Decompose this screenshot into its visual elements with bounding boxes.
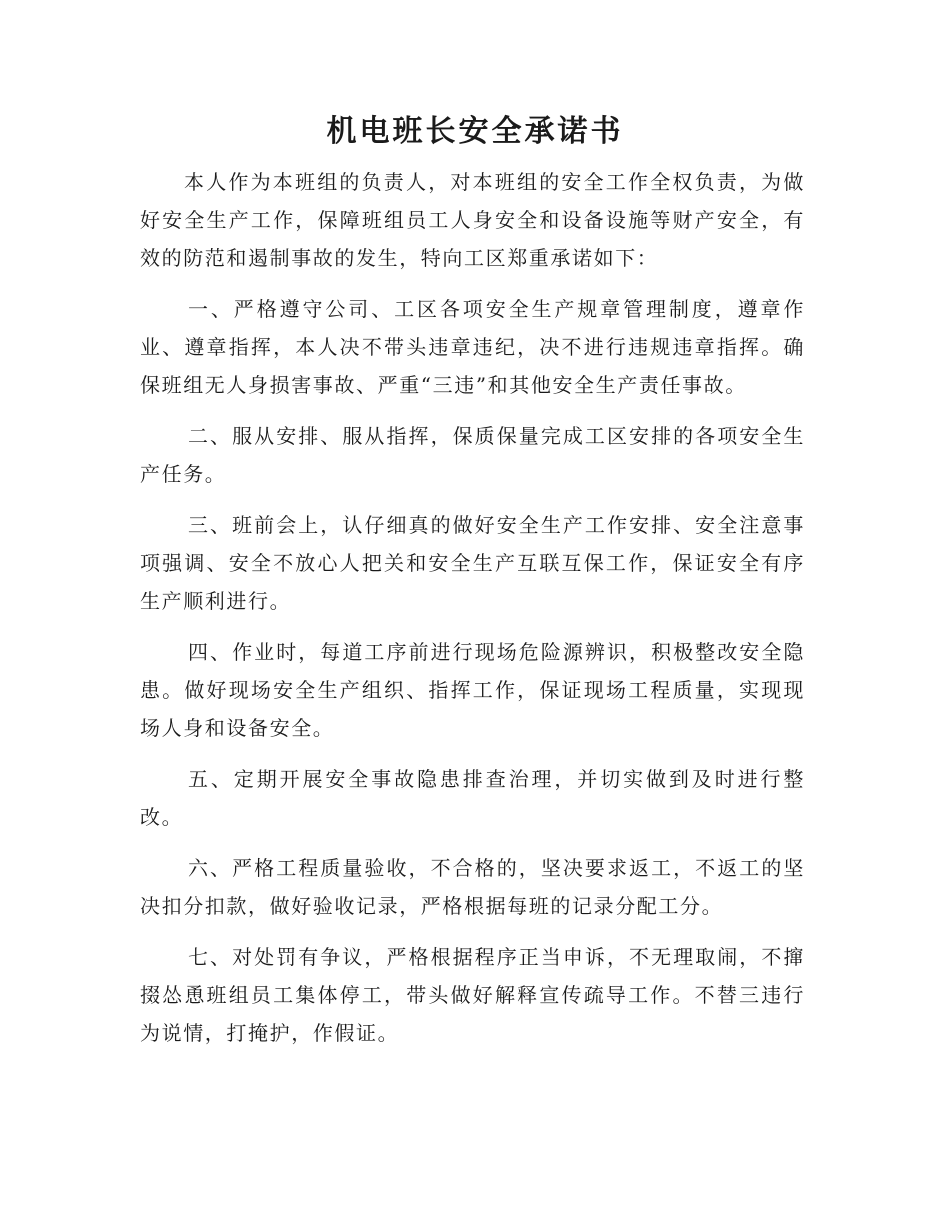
commitment-item-7: 七、对处罚有争议，严格根据程序正当申诉，不无理取闹，不撺掇怂恿班组员工集体停工，带头做好解释宣传疏导工作。不替三违行为说情，打掩护，作假证。 xyxy=(140,945,805,1045)
commitment-item-5: 五、定期开展安全事故隐患排查治理，并切实做到及时进行整改。 xyxy=(140,767,805,829)
document-title: 机电班长安全承诺书 xyxy=(326,114,624,149)
commitment-item-4: 四、作业时，每道工序前进行现场危险源辨识，积极整改安全隐患。做好现场安全生产组织、指挥工作，保证现场工程质量，实现现场人身和设备安全。 xyxy=(140,640,805,740)
commitment-item-6: 六、严格工程质量验收，不合格的，坚决要求返工，不返工的坚决扣分扣款，做好验收记录，严格根据每班的记录分配工分。 xyxy=(140,856,805,918)
commitment-item-2: 二、服从安排、服从指挥，保质保量完成工区安排的各项安全生产任务。 xyxy=(140,424,805,486)
commitment-item-3: 三、班前会上，认仔细真的做好安全生产工作安排、安全注意事项强调、安全不放心人把关和安全生产互联互保工作，保证安全有序生产顺利进行。 xyxy=(140,513,805,613)
commitment-item-1: 一、严格遵守公司、工区各项安全生产规章管理制度，遵章作业、遵章指挥，本人决不带头违章违纪，决不进行违规违章指挥。确保班组无人身损害事故、严重“三违”和其他安全生产责任事故。 xyxy=(140,297,805,397)
document-body xyxy=(140,163,805,1065)
intro-paragraph: 本人作为本班组的负责人，对本班组的安全工作全权负责，为做好安全生产工作，保障班组员工人身安全和设备设施等财产安全，有效的防范和遏制事故的发生，特向工区郑重承诺如下： xyxy=(140,170,805,270)
